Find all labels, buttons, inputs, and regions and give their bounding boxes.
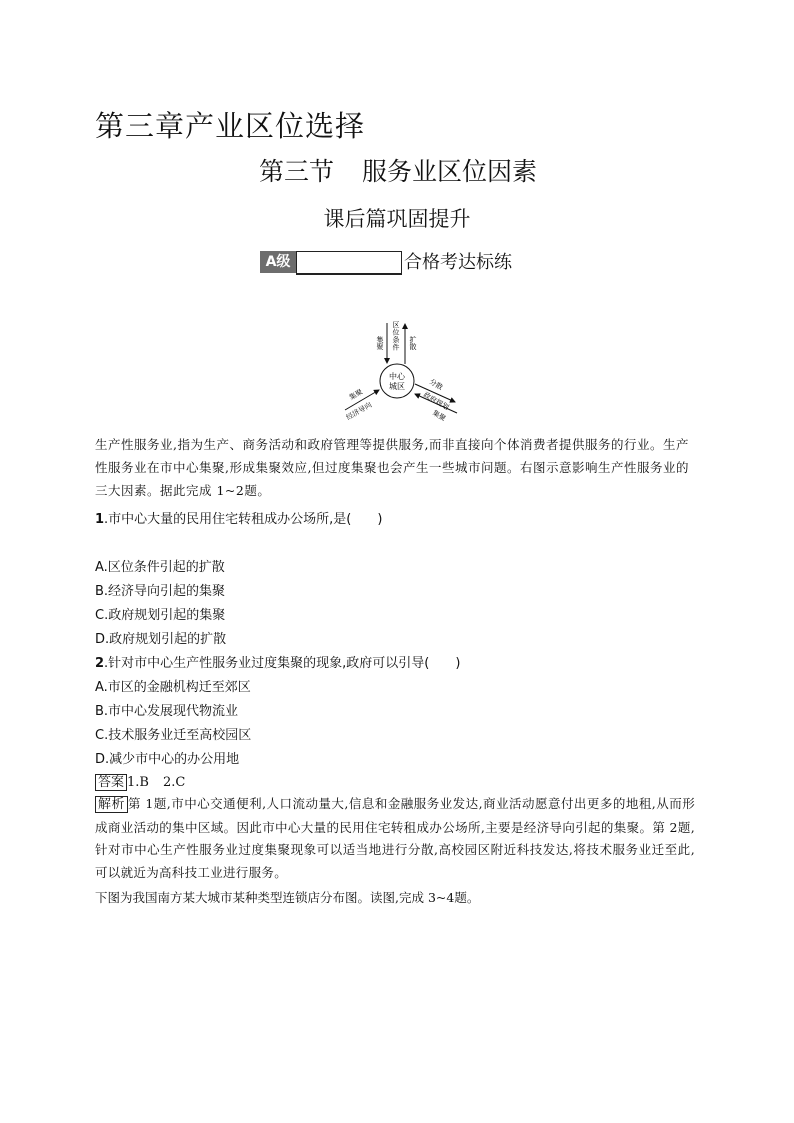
q1-option-b: B.经济导向引起的集聚	[95, 584, 226, 599]
label-right-upper: 分散	[428, 377, 445, 392]
chapter-title: 第三章产业区位选择	[95, 109, 366, 143]
answer-line	[95, 771, 185, 790]
center-label-1: 中心	[389, 372, 405, 381]
passage-1: 生产性服务业,指为生产、商务活动和政府管理等提供服务,而非直接向个体消费者提供服务的行业。生产性服务业在市中心集聚,形成集聚效应,但过度集聚也会产生一些城市问题。右图示意影响生产性服务业的三大因素。据此完成 1~2题。	[95, 437, 689, 498]
q1-option-d: D.政府规划引起的扩散	[95, 632, 227, 647]
label-top-vertical: 区位条件	[392, 321, 400, 351]
section-title	[0, 152, 794, 188]
analysis-tag: 解析	[95, 796, 128, 813]
center-circle	[380, 364, 414, 398]
q2-option-b: B.市中心发展现代物流业	[95, 704, 239, 719]
question-1	[95, 508, 382, 527]
question-1-stem: .市中心大量的民用住宅转租成办公场所,是( )	[104, 512, 383, 527]
q1-option-a: A.区位条件引起的扩散	[95, 560, 225, 575]
label-right-lower: 集聚	[431, 408, 448, 423]
analysis-block	[95, 793, 695, 884]
level-label: 合格考达标练	[404, 252, 512, 273]
label-top-right: 扩散	[409, 336, 417, 350]
level-row	[260, 247, 512, 275]
section-name: 服务业区位因素	[362, 157, 538, 186]
question-1-number: 1	[95, 512, 105, 527]
question-2-stem: .针对市中心生产性服务业过度集聚的现象,政府可以引导( )	[104, 656, 461, 671]
q2-option-a: A.市区的金融机构迁至郊区	[95, 680, 251, 695]
answer-2: 2.C	[162, 775, 186, 790]
label-left-upper: 集聚	[348, 387, 365, 402]
section-number: 第三节	[258, 157, 334, 186]
center-label-2: 城区	[389, 382, 405, 391]
level-blank-box	[296, 251, 402, 275]
subtitle: 课后篇巩固提升	[323, 207, 471, 231]
question-2	[95, 652, 460, 671]
next-question-intro: 下图为我国南方某大城市某种类型连锁店分布图。读图,完成 3~4题。	[95, 890, 480, 905]
label-top-left: 集聚	[376, 336, 384, 350]
analysis-text: 第 1题,市中心交通便利,人口流动量大,信息和金融服务业发达,商业活动愿意付出更多的地租,从而形成商业活动的集中区域。因此市中心大量的民用住宅转租成办公场所,主要是经济导向引起的集聚。第 2题,针对市中心生产性服务业过度集聚现象可以适当地进行分散,高校园区附近科技发达,将技术服务业迁至此,可以就近为高科技工业进行服务。	[95, 796, 695, 880]
label-right-middle: 政府规划	[422, 390, 451, 412]
q2-option-c: C.技术服务业迁至高校园区	[95, 728, 252, 743]
label-left-lower: 经济导向	[345, 400, 374, 422]
answer-tag: 答案	[95, 774, 127, 791]
q2-option-d: D.减少市中心的办公用地	[95, 752, 240, 767]
q1-option-c: C.政府规划引起的集聚	[95, 608, 226, 623]
answer-1: 1.B	[127, 775, 149, 790]
question-2-number: 2	[95, 656, 105, 671]
factor-diagram	[335, 318, 465, 430]
level-badge: A级	[260, 251, 296, 273]
